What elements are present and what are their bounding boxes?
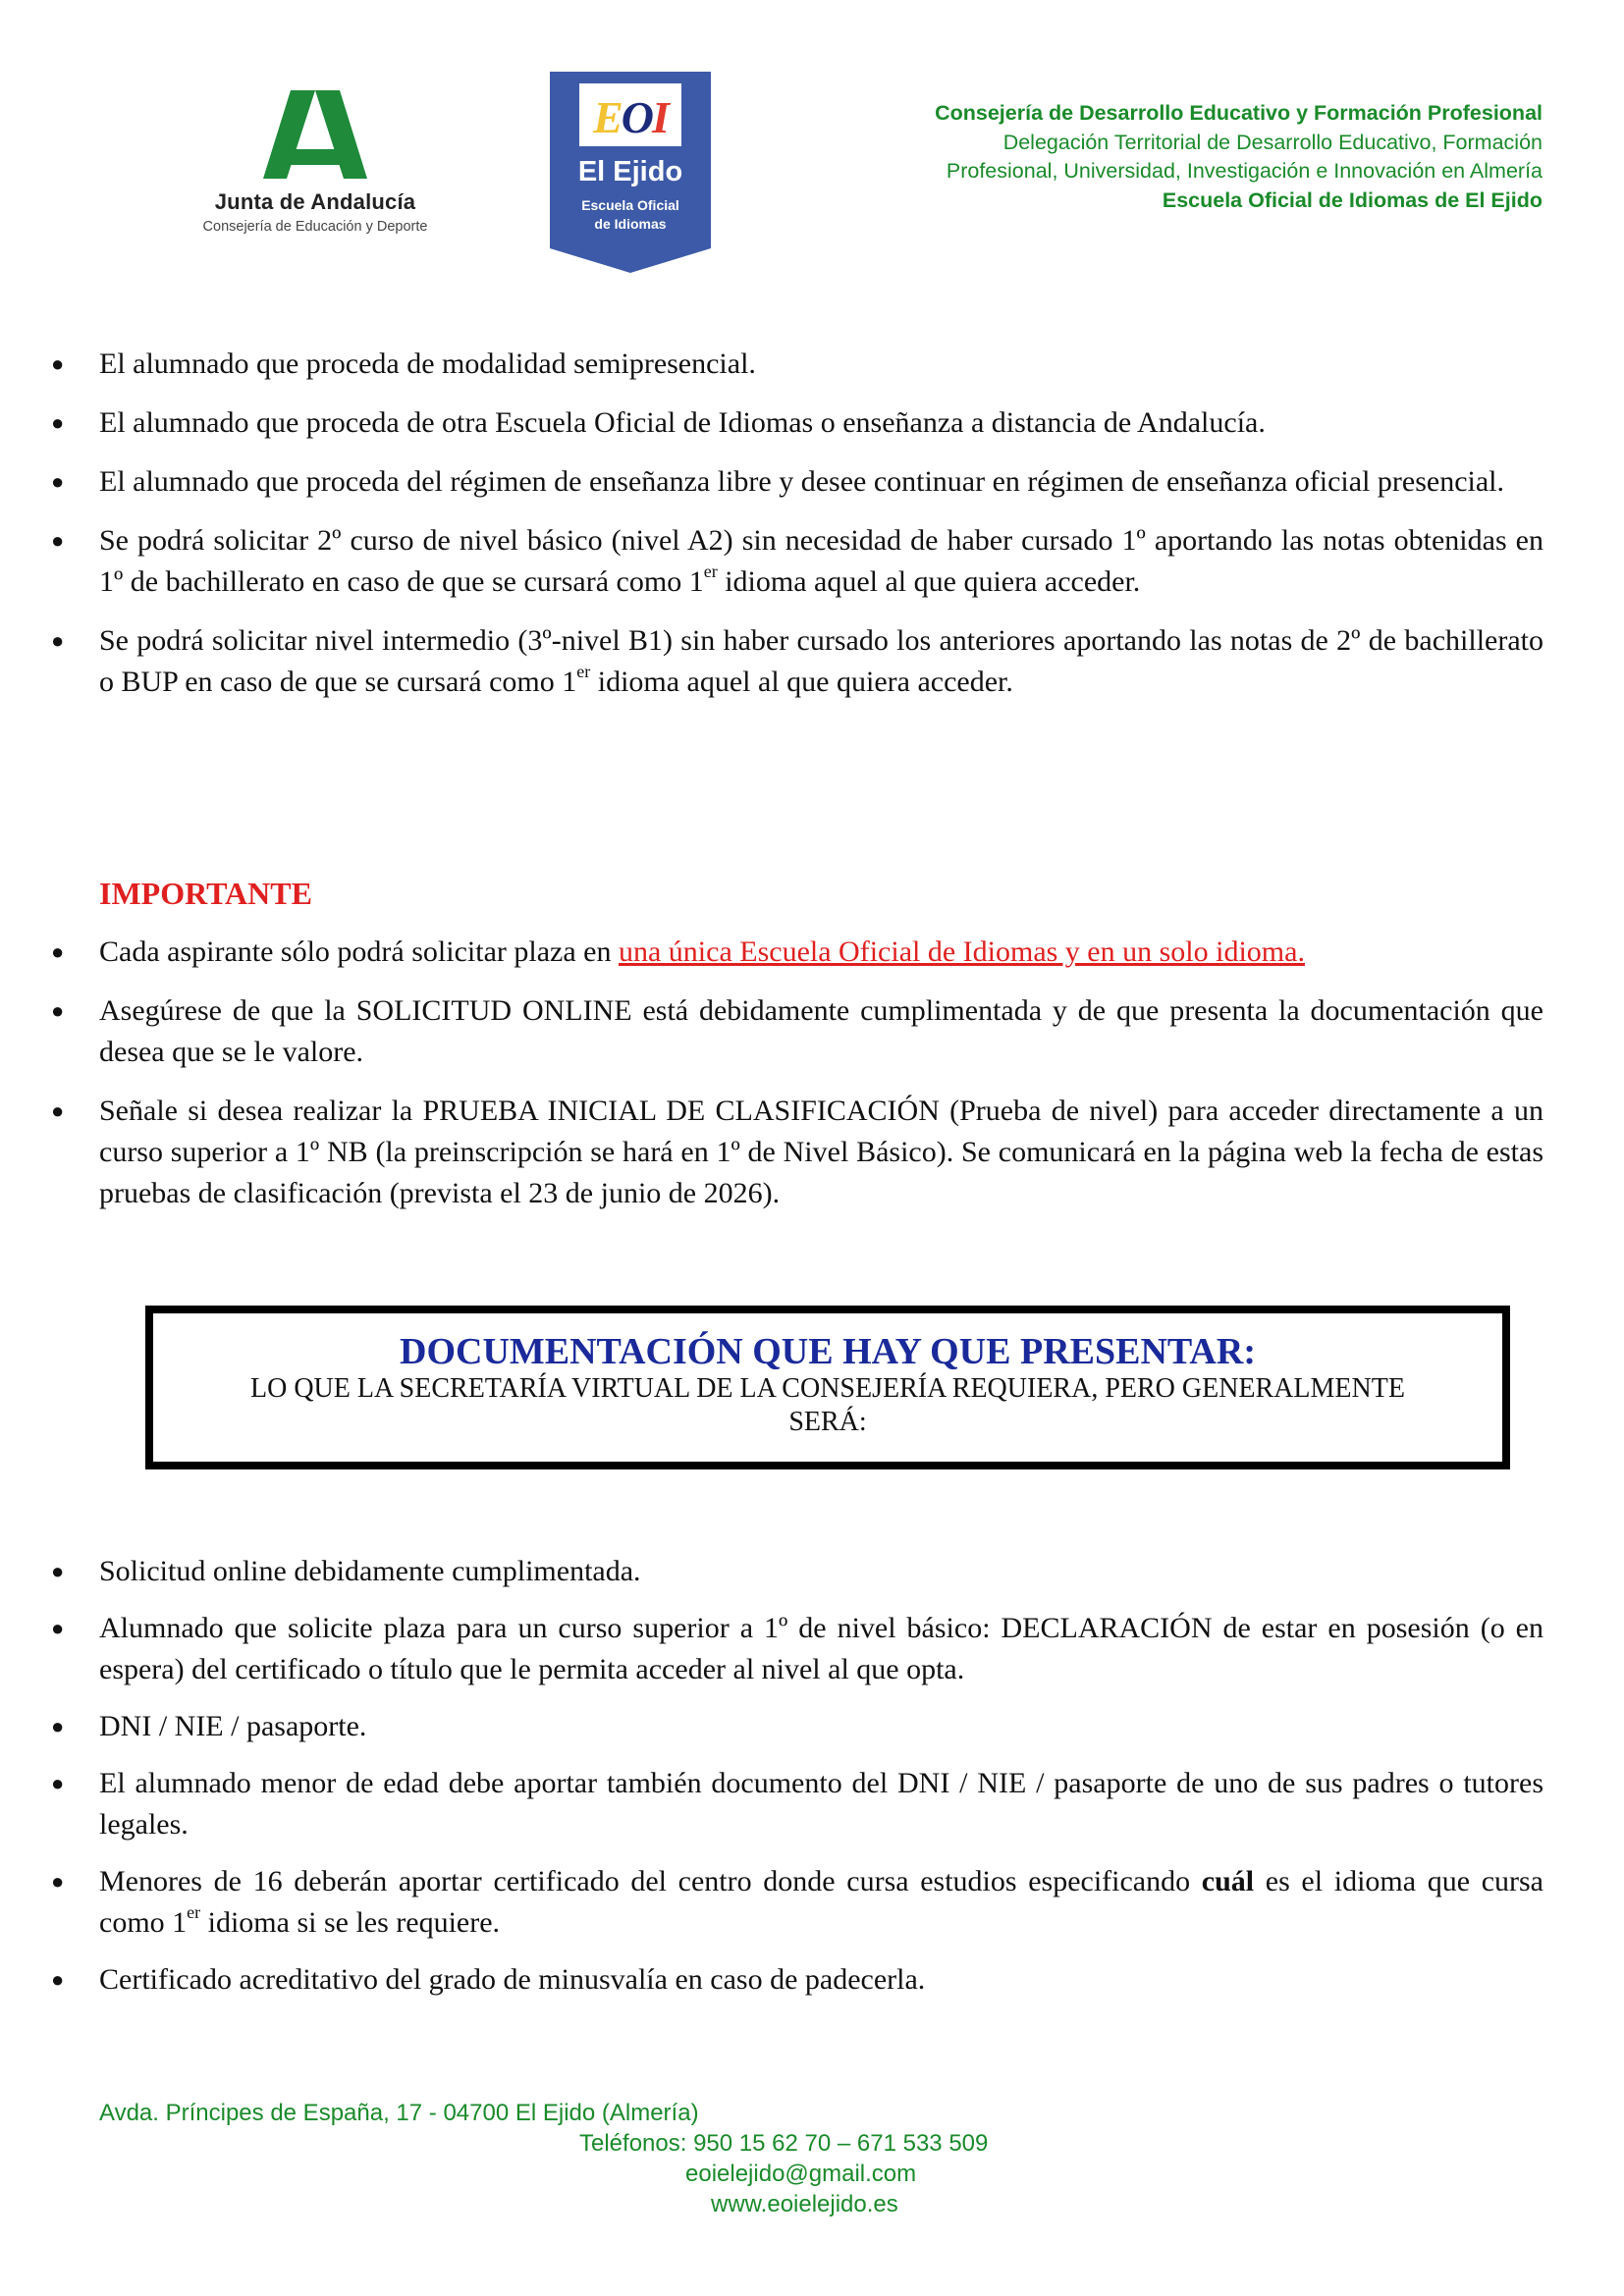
list-item-text: Se podrá solicitar 2º curso de nivel básico (nivel A2) sin necesidad de haber cursado 1º aportando las notas obtenidas en 1º de bachillerato en caso de que se cursará como 1 [99,524,1543,598]
header-delegacion-line2: Profesional, Universidad, Investigación e Innovación en Almería [946,159,1543,183]
list-item [51,932,1543,973]
list-item [51,620,1543,703]
important-list [51,932,1543,1214]
superscript: er [187,1902,201,1922]
list-item-text: El alumnado que proceda del régimen de enseñanza libre y desee continuar en régimen de enseñanza oficial presencial. [99,465,1505,498]
footer-phones: Teléfonos: 950 15 62 70 – 671 533 509 [579,2130,989,2157]
list-item-text: Cada aspirante sólo podrá solicitar plaza en [99,935,619,968]
header-institution-block [796,99,1543,215]
eoi-mark-o: O [621,92,652,142]
junta-subtitle: Consejería de Educación y Deporte [202,219,428,235]
eligibility-list [51,344,1543,703]
list-item-text: Certificado acreditativo del grado de minusvalía en caso de padecerla. [99,1963,926,1996]
list-item [51,1861,1543,1944]
bullet-icon: ● [51,1616,65,1640]
documents-list [51,1551,1543,2001]
list-item [51,1091,1543,1214]
bullet-icon: ● [51,1771,65,1795]
list-item-text: Solicitud online debidamente cumplimentada. [99,1555,641,1587]
junta-de-andalucia-logo [192,88,438,255]
list-item [51,1959,1543,2001]
footer-address: Avda. Príncipes de España, 17 - 04700 El Ejido (Almería) [99,2100,699,2126]
list-item [51,344,1543,385]
list-item-text: idioma aquel al que quiera acceder. [717,565,1141,598]
junta-name: Junta de Andalucía [214,189,416,214]
bullet-icon: ● [51,1714,65,1738]
bullet-icon: ● [51,469,65,494]
eoi-mark [550,91,711,143]
list-item-text: DNI / NIE / pasaporte. [99,1710,367,1742]
list-item-text: Señale si desea realizar la PRUEBA INICIAL DE CLASIFICACIÓN (Prueba de nivel) para acceder directamente a un curso superior a 1º NB (la preinscripción se hará en 1º de Nivel Básico). Se comunicará en la página web la fecha de estas pruebas de clasificación (prevista el 23 de junio de 2026). [99,1095,1543,1209]
bullet-icon: ● [51,628,65,653]
list-item [51,520,1543,603]
documentation-subtitle: LO QUE LA SECRETARÍA VIRTUAL DE LA CONSEJERÍA REQUIERA, PERO GENERALMENTE SERÁ: [250,1373,1405,1437]
superscript: er [703,561,718,581]
junta-a-emblem-icon [261,88,369,182]
bullet-icon: ● [51,998,65,1023]
eoi-el-ejido-logo [550,72,711,273]
list-item-text: El alumnado que proceda de otra Escuela Oficial de Idiomas o enseñanza a distancia de Andalucía. [99,406,1266,439]
eoi-line1: Escuela Oficial [581,197,679,213]
list-item-text: El alumnado menor de edad debe aportar también documento del DNI / NIE / pasaporte de uno de sus padres o tutores legales. [99,1767,1543,1841]
footer-email[interactable]: eoielejido@gmail.com [685,2161,917,2187]
header-school: Escuela Oficial de Idiomas de El Ejido [1162,187,1543,212]
list-item [51,402,1543,444]
bullet-icon: ● [51,1559,65,1583]
bullet-icon: ● [51,939,65,964]
bullet-icon: ● [51,528,65,553]
list-item [51,1608,1543,1690]
bullet-icon: ● [51,1869,65,1894]
bold-text: cuál [1201,1865,1255,1897]
eoi-mark-e: E [593,92,622,142]
footer-website[interactable]: www.eoielejido.es [711,2191,898,2217]
bullet-icon: ● [51,1098,65,1123]
list-item-text: idioma aquel al que quiera acceder. [590,666,1013,698]
header-consejeria: Consejería de Desarrollo Educativo y Formación Profesional [935,101,1543,125]
highlighted-text: una única Escuela Oficial de Idiomas y en un solo idioma. [618,935,1305,968]
bullet-icon: ● [51,351,65,376]
list-item-text: idioma si se les requiere. [200,1906,501,1939]
documentation-title: DOCUMENTACIÓN QUE HAY QUE PRESENTAR: [400,1331,1256,1372]
list-item-text: El alumnado que proceda de modalidad semipresencial. [99,347,756,380]
superscript: er [576,662,591,681]
list-item-text: Asegúrese de que la SOLICITUD ONLINE está debidamente cumplimentada y de que presenta la documentación que desea que se le valore. [99,994,1543,1068]
list-item [51,1551,1543,1592]
eoi-city: El Ejido [577,156,683,187]
documentation-box [145,1306,1510,1469]
eoi-mark-i: I [652,92,668,142]
bullet-icon: ● [51,410,65,435]
importante-heading: IMPORTANTE [99,876,312,911]
list-item-text: es el idioma que cursa como 1 [99,1865,1543,1939]
header-delegacion-line1: Delegación Territorial de Desarrollo Educativo, Formación [1002,130,1543,154]
bullet-icon: ● [51,1967,65,1992]
list-item [51,990,1543,1073]
list-item [51,461,1543,503]
list-item [51,1706,1543,1747]
eoi-line2: de Idiomas [594,216,667,232]
list-item-text: Se podrá solicitar nivel intermedio (3º-nivel B1) sin haber cursado los anteriores aportando las notas de 2º de bachillerato o BUP en caso de que se cursará como 1 [99,624,1543,698]
list-item-text: Alumnado que solicite plaza para un curso superior a 1º de nivel básico: DECLARACIÓN de estar en posesión (o en espera) del certificado o título que le permita acceder al nivel al que opta. [99,1612,1543,1685]
list-item [51,1763,1543,1845]
list-item-text: Menores de 16 deberán aportar certificado del centro donde cursa estudios especificando [99,1865,1202,1897]
